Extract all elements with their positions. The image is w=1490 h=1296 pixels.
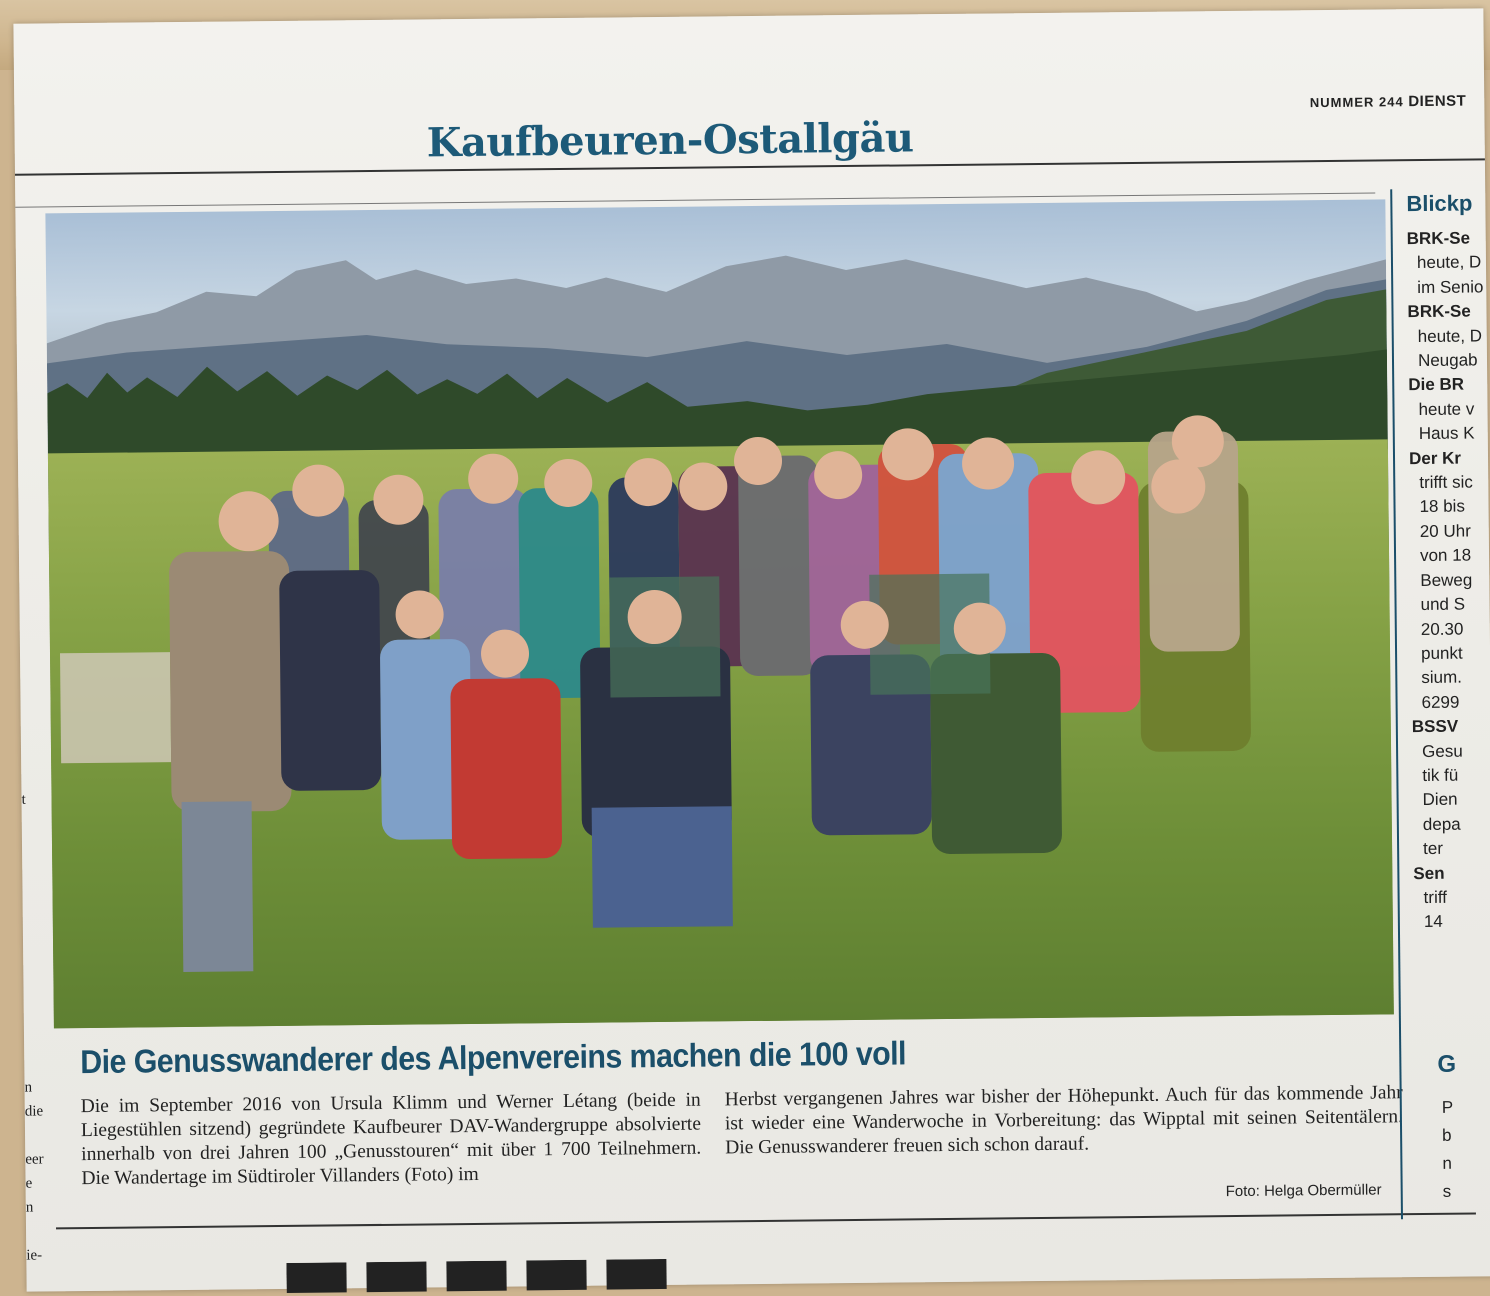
sidebar-line: BRK-Se — [1407, 301, 1471, 322]
article-column-1 — [81, 1089, 702, 1191]
sidebar-line: Haus K — [1418, 423, 1475, 444]
sidebar-line: ter — [1423, 838, 1444, 859]
sidebar-line: und S — [1420, 594, 1466, 615]
sidebar-line: depa — [1422, 814, 1461, 834]
issue-number: NUMMER 244 — [1309, 94, 1404, 111]
sidebar-line: von 18 — [1419, 545, 1472, 566]
group-photo — [45, 199, 1393, 1028]
sidebar-line: BSSV — [1411, 716, 1459, 737]
sidebar-line: Der Kr — [1408, 448, 1462, 468]
sidebar-line: 18 bis — [1419, 497, 1466, 517]
sidebar-line: im Senio — [1417, 277, 1484, 297]
sidebar-line: 6299 — [1421, 692, 1460, 712]
article-headline: Die Genusswanderer des Alpenvereins machen die 100 voll — [80, 1034, 907, 1081]
issue-day: DIENST — [1408, 92, 1467, 111]
sidebar-blickpunkt — [1390, 188, 1490, 1219]
sidebar-line: triff — [1423, 887, 1448, 907]
sidebar-line: Dien — [1422, 789, 1458, 810]
sidebar-line: 20.30 — [1420, 619, 1464, 639]
photo-credit: Foto: Helga Obermüller — [1225, 1181, 1382, 1201]
sidebar-line: Beweg — [1420, 570, 1473, 590]
sidebar-line: Die BR — [1408, 374, 1465, 395]
sidebar-line: heute v — [1418, 399, 1475, 419]
section-title: Kaufbeuren-Ostallgäu — [426, 114, 914, 167]
hikers-group — [47, 369, 1394, 1028]
sidebar-line: 20 Uhr — [1419, 521, 1471, 541]
article-text-1: Die im September 2016 von Ursula Klimm und Werner Létang (beide in Liegestühlen sitzend) gegründete Kaufbeurer DAV-Wandergruppe absolvierte innerhalb von drei Jahren 100 „Genusstouren“ mit über 1 700 Teilnehmern. Die Wandertage im Südtiroler Villanders (Foto) im — [80, 1089, 702, 1190]
sidebar-list — [1407, 226, 1490, 935]
sidebar-line: tik fü — [1422, 765, 1459, 785]
sidebar-title: Blickp — [1406, 190, 1473, 217]
sidebar-box-title: G — [1437, 1050, 1457, 1078]
issue-line — [1310, 93, 1467, 112]
sidebar-line: trifft sic — [1419, 472, 1473, 493]
sidebar-box-text: P b n s — [1441, 1097, 1454, 1201]
sidebar-line: Gesu — [1421, 741, 1463, 761]
sidebar-line: Sen — [1413, 863, 1445, 883]
sidebar-line: BRK-Se — [1406, 228, 1471, 249]
sidebar-line: 14 — [1423, 912, 1443, 932]
next-article-headline-fragment — [286, 1257, 846, 1293]
article-text-2: Herbst vergangenen Jahres war bisher der Höhepunkt. Auch für das kommende Jahr ist wieder eine Wanderwoche in Vorbereitung: das Wipptal mit seinen Seitentälern. Die Genusswanderer freuen sich schon darauf. — [724, 1082, 1404, 1159]
sidebar-line: Neugab — [1417, 350, 1478, 371]
article-bottom-rule — [56, 1212, 1476, 1229]
sidebar-line: heute, D — [1416, 252, 1482, 273]
sidebar-line: heute, D — [1417, 325, 1483, 346]
newspaper-page — [13, 8, 1490, 1291]
sidebar-line: punkt — [1420, 643, 1463, 663]
left-column-fragment: t n die eer e n ie- — [21, 767, 44, 1264]
sidebar-line: sium. — [1421, 667, 1463, 688]
article-column-2 — [725, 1081, 1404, 1160]
